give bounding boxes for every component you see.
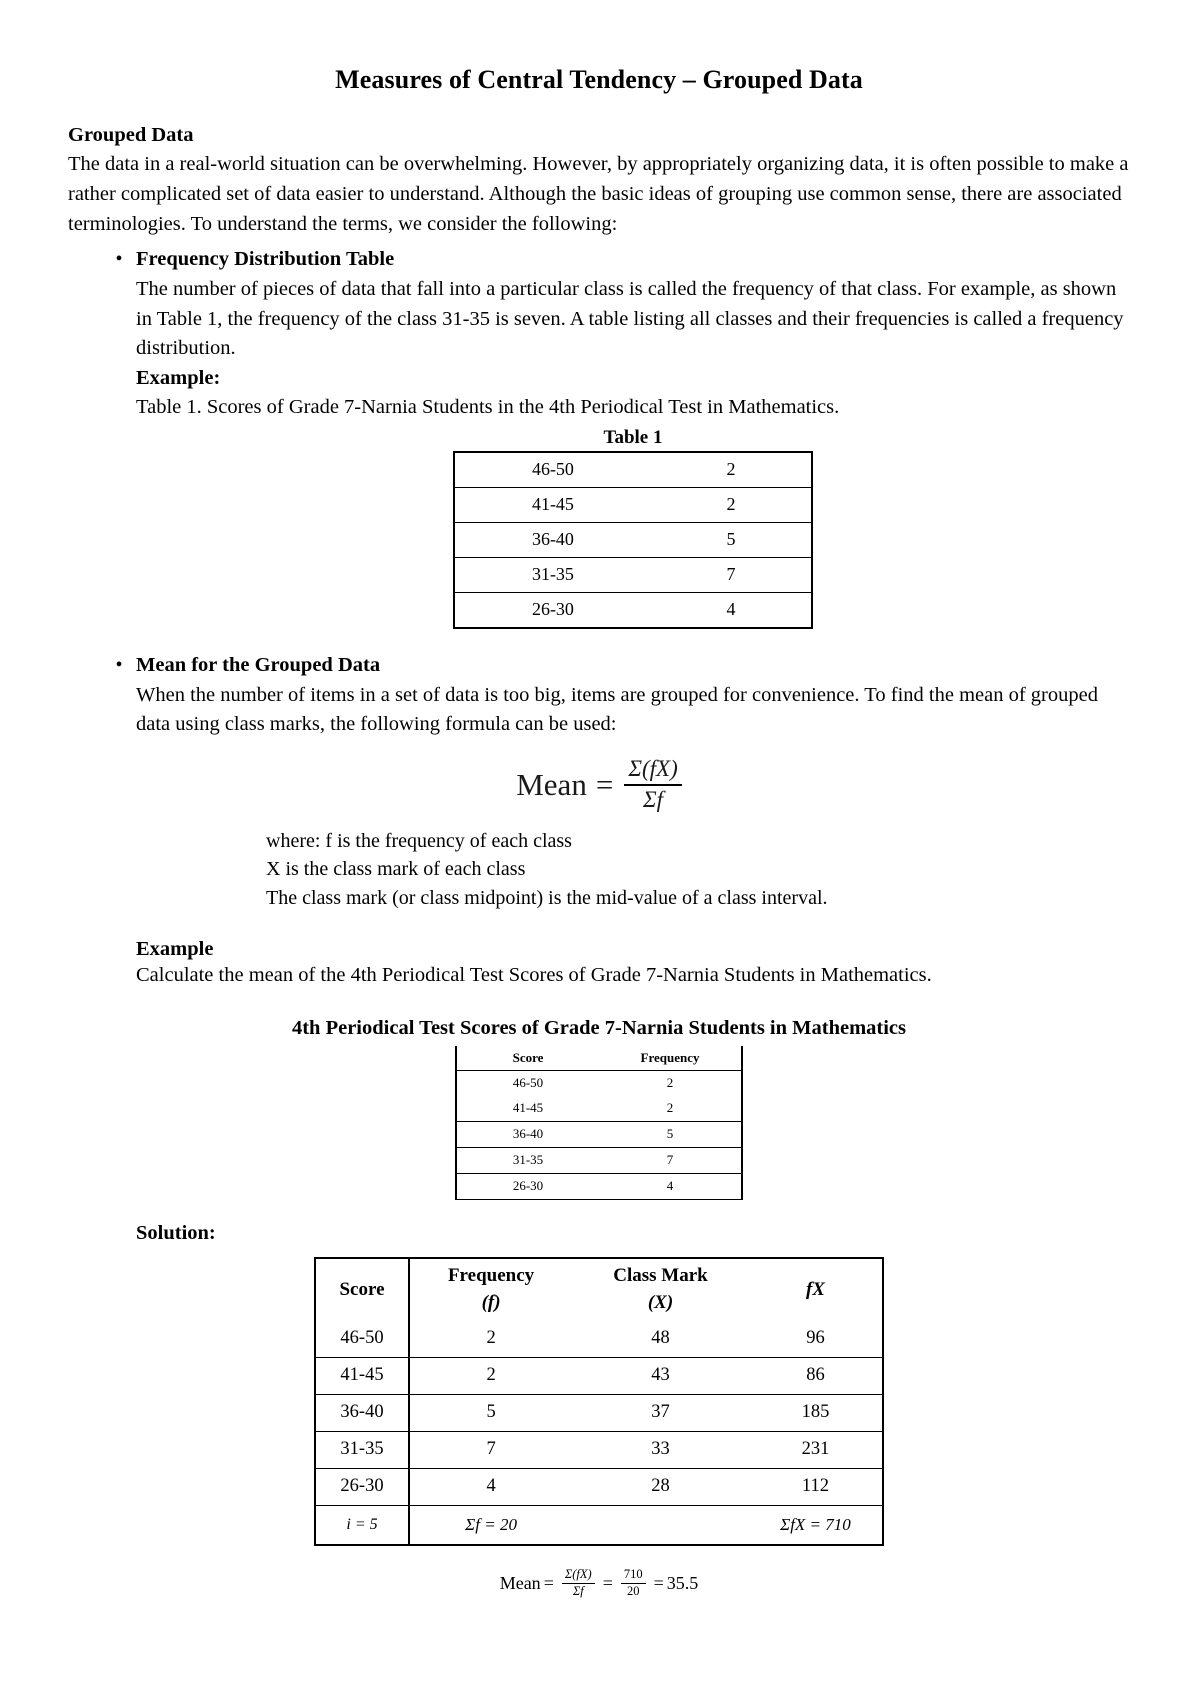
solution-classmark: 43 xyxy=(572,1357,749,1394)
solution-frequency: 2 xyxy=(486,1328,496,1349)
table2-header-frequency: Frequency xyxy=(599,1046,742,1071)
table-row xyxy=(315,1357,883,1394)
table-row xyxy=(454,452,812,488)
bullet-title-mean-grouped: Mean for the Grouped Data xyxy=(136,653,381,676)
solution-sum-f: Σf = 20 xyxy=(409,1505,572,1545)
solution-score: 46-50 xyxy=(315,1321,409,1358)
table1-description: Table 1. Scores of Grade 7-Narnia Students in the 4th Periodical Test in Mathematics. xyxy=(136,396,840,419)
table-row xyxy=(456,1147,742,1173)
legend-line-f: where: f is the frequency of each class xyxy=(266,830,572,852)
table1-frequency: 2 xyxy=(651,452,812,488)
table1-frequency: 2 xyxy=(651,487,812,522)
mean-formula-label: Mean xyxy=(516,766,587,802)
final-equals-2: = xyxy=(602,1572,613,1593)
solution-frequency: 4 xyxy=(409,1468,572,1505)
table2-score: 31-35 xyxy=(456,1147,599,1173)
example-label-1: Example: xyxy=(136,367,221,390)
legend-line-classmark: The class mark (or class midpoint) is the mid-value of a class interval. xyxy=(266,886,828,909)
final-mean-calculation xyxy=(68,1568,1130,1599)
table-row xyxy=(456,1096,742,1122)
table-row xyxy=(315,1431,883,1468)
bullet-title-frequency-distribution: Frequency Distribution Table xyxy=(136,248,395,271)
solution-header-score: Score xyxy=(315,1258,409,1321)
table-row xyxy=(315,1321,883,1358)
final-denominator-numeric: 20 xyxy=(627,1583,640,1598)
table1 xyxy=(453,451,813,629)
solution-header-fx: fX xyxy=(805,1278,825,1300)
final-equals-3: = xyxy=(653,1572,664,1593)
solution-header-classmark xyxy=(572,1258,749,1321)
table-row xyxy=(456,1070,742,1096)
solution-header-frequency xyxy=(409,1258,572,1321)
legend-line-x: X is the class mark of each class xyxy=(266,858,526,881)
solution-fx: 96 xyxy=(806,1328,825,1349)
page-title: Measures of Central Tendency – Grouped Data xyxy=(335,65,863,94)
table-row xyxy=(315,1468,883,1505)
final-denominator-symbolic: Σf xyxy=(572,1583,584,1598)
solution-table-container xyxy=(68,1257,1130,1546)
final-mean-label: Mean xyxy=(499,1572,541,1593)
solution-score: 36-40 xyxy=(315,1394,409,1431)
table2-frequency: 5 xyxy=(599,1121,742,1147)
mean-formula-fraction xyxy=(624,756,681,813)
solution-total-blank xyxy=(572,1505,749,1545)
table1-caption: Table 1 xyxy=(603,426,663,448)
solution-total-row xyxy=(315,1505,883,1545)
bullet-body-mean-grouped: When the number of items in a set of data is too big, items are grouped for convenience. To find the mean of grouped data using class marks, the following formula can be used: xyxy=(136,683,1098,736)
solution-fx: 86 xyxy=(749,1357,883,1394)
final-fraction-numeric xyxy=(621,1568,646,1599)
table1-score: 46-50 xyxy=(454,452,651,488)
table2-score: 36-40 xyxy=(456,1121,599,1147)
solution-frequency: 5 xyxy=(409,1394,572,1431)
solution-score: 26-30 xyxy=(315,1468,409,1505)
mean-formula xyxy=(68,756,1130,813)
final-equals-1: = xyxy=(543,1572,554,1593)
solution-fx: 185 xyxy=(749,1394,883,1431)
example-text-2: Calculate the mean of the 4th Periodical Test Scores of Grade 7-Narnia Students in Mathematics. xyxy=(136,964,932,987)
table1-score: 36-40 xyxy=(454,522,651,557)
final-fraction-symbolic xyxy=(562,1568,595,1599)
table-row xyxy=(454,522,812,557)
final-mean-result: 35.5 xyxy=(666,1572,699,1593)
solution-header-frequency-top: Frequency xyxy=(447,1265,535,1287)
table2-caption: 4th Periodical Test Scores of Grade 7-Narnia Students in Mathematics xyxy=(291,1016,907,1039)
final-numerator-symbolic: Σ(fX) xyxy=(562,1568,595,1584)
table1-frequency: 4 xyxy=(726,599,736,620)
solution-table xyxy=(314,1257,884,1546)
solution-header-classmark-sub: (X) xyxy=(647,1291,674,1313)
table2-frequency: 4 xyxy=(599,1173,742,1199)
table2-frequency: 2 xyxy=(666,1075,674,1091)
bullet-mean-grouped-data xyxy=(68,651,1130,740)
table1-frequency: 5 xyxy=(651,522,812,557)
table2-container xyxy=(68,1046,1130,1200)
solution-classmark: 37 xyxy=(572,1394,749,1431)
table2-score: 46-50 xyxy=(512,1075,544,1091)
table-row xyxy=(454,487,812,522)
final-numerator-numeric: 710 xyxy=(621,1568,646,1584)
intro-paragraph: The data in a real-world situation can be overwhelming. However, by appropriately organizing data, it is often possible to make a rather complicated set of data easier to understand. Although the basic ideas of grouping use common sense, there are associated terminologies. To understand the terms, we consider the following: xyxy=(68,153,1129,235)
table2-header-row xyxy=(456,1046,742,1071)
table1-score: 31-35 xyxy=(454,557,651,592)
formula-legend xyxy=(266,827,1130,912)
mean-formula-numerator: Σ(fX) xyxy=(624,756,681,785)
solution-classmark: 48 xyxy=(651,1328,670,1349)
solution-label: Solution: xyxy=(136,1221,216,1244)
solution-header-classmark-top: Class Mark xyxy=(613,1265,708,1287)
table1-score: 26-30 xyxy=(531,599,574,620)
table1-frequency: 7 xyxy=(651,557,812,592)
table2-header-score: Score xyxy=(456,1046,599,1071)
solution-header-row xyxy=(315,1258,883,1321)
solution-fx: 112 xyxy=(749,1468,883,1505)
solution-class-interval: i = 5 xyxy=(315,1505,409,1545)
table1-score: 41-45 xyxy=(454,487,651,522)
solution-score: 31-35 xyxy=(315,1431,409,1468)
bullet-body-frequency-distribution: The number of pieces of data that fall into a particular class is called the frequency of that class. For example, as shown in Table 1, the frequency of the class 31-35 is seven. A table listing all classes and their frequencies is called a frequency distribution. xyxy=(136,277,1124,360)
table2-score: 41-45 xyxy=(456,1096,599,1122)
mean-formula-denominator: Σf xyxy=(643,786,664,812)
table-row xyxy=(454,557,812,592)
table1-container xyxy=(136,451,1130,629)
table-row xyxy=(454,592,812,628)
solution-frequency: 2 xyxy=(409,1357,572,1394)
section-heading-grouped-data: Grouped Data xyxy=(68,124,194,146)
table-row xyxy=(456,1173,742,1199)
solution-header-frequency-sub: (f) xyxy=(481,1291,501,1313)
table2 xyxy=(455,1046,743,1200)
table2-score: 26-30 xyxy=(456,1173,599,1199)
bullet-dot-icon: • xyxy=(115,248,123,271)
solution-sum-fx: ΣfX = 710 xyxy=(749,1505,883,1545)
table2-frequency: 2 xyxy=(599,1096,742,1122)
mean-formula-equals: = xyxy=(595,766,614,802)
solution-classmark: 28 xyxy=(572,1468,749,1505)
example-heading-2: Example xyxy=(136,938,214,961)
bullet-frequency-distribution-table xyxy=(68,245,1130,629)
solution-fx: 231 xyxy=(749,1431,883,1468)
table2-frequency: 7 xyxy=(599,1147,742,1173)
solution-classmark: 33 xyxy=(572,1431,749,1468)
solution-frequency: 7 xyxy=(409,1431,572,1468)
bullet-dot-icon: • xyxy=(115,653,123,676)
table-row xyxy=(315,1394,883,1431)
table-row xyxy=(456,1121,742,1147)
solution-score: 41-45 xyxy=(315,1357,409,1394)
